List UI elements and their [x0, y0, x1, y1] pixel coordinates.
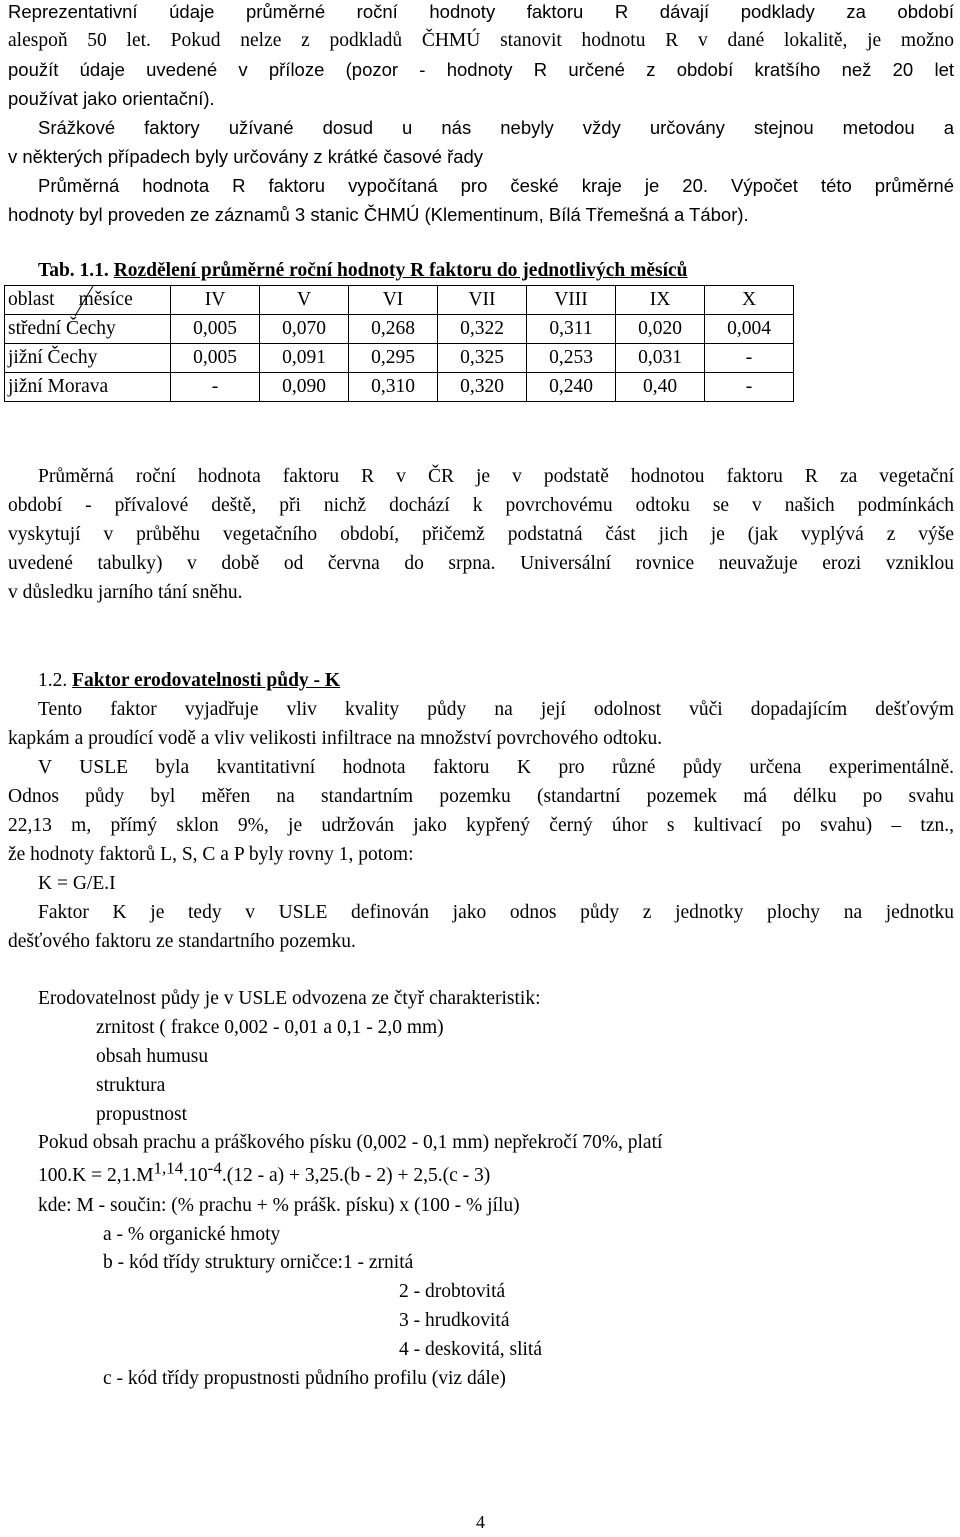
value-cell: 0,031	[616, 344, 705, 373]
value-cell: 0,070	[260, 315, 349, 344]
month-header: IV	[171, 286, 260, 315]
value-cell: 0,310	[349, 373, 438, 402]
where-line: kde: M - součin: (% prachu + % prášk. písku) x (100 - % jílu)	[38, 1195, 520, 1216]
text-line: Tento faktor vyjadřuje vliv kvality půdy na její odolnost vůči dopadajícím dešťovým	[38, 699, 954, 720]
text-line: v některých případech byly určovány z krátké časové řady	[8, 146, 484, 167]
text-line: dešťového faktoru ze standartního pozemku.	[8, 931, 356, 952]
equation-exponent: -4	[207, 1158, 222, 1178]
value-cell: -	[171, 373, 260, 402]
value-cell: 0,322	[438, 315, 527, 344]
section-number: 1.2.	[38, 670, 68, 691]
value-cell: 0,268	[349, 315, 438, 344]
table-row	[5, 315, 794, 344]
text-line: Srážkové faktory užívané dosud u nás nebyly vždy určovány stejnou metodou a	[38, 117, 954, 138]
text-line: období - přívalové deště, při nichž dochází k povrchovému odtoku se v našich podmínkách	[8, 495, 954, 516]
variable-b-def: b - kód třídy struktury orničce:1 - zrnitá	[103, 1252, 414, 1273]
value-cell: 0,311	[527, 315, 616, 344]
table-corner-cell	[5, 286, 171, 315]
value-cell: 0,005	[171, 315, 260, 344]
rain-factor-paragraph	[8, 113, 954, 229]
corner-label-months: měsíce	[78, 289, 133, 310]
value-cell: 0,295	[349, 344, 438, 373]
text-line: V USLE byla kvantitativní hodnota faktoru K pro různé půdy určena experimentálně.	[38, 757, 954, 778]
average-r-paragraph	[8, 462, 954, 607]
text-line: 22,13 m, přímý sklon 9%, je udržován jako kypřený černý úhor s kultivací po svahu) – tzn.,	[8, 815, 954, 836]
value-cell: 0,004	[705, 315, 794, 344]
table-caption-prefix: Tab. 1.1.	[38, 260, 109, 281]
text-line: v důsledku jarního tání sněhu.	[8, 582, 243, 603]
month-header: VII	[438, 286, 527, 315]
k-equation	[38, 1158, 491, 1190]
characteristic-item: zrnitost ( frakce 0,002 - 0,01 a 0,1 - 2,0 mm)	[96, 1017, 444, 1038]
condition-line: Pokud obsah prachu a práškového písku (0,002 - 0,1 mm) nepřekročí 70%, platí	[38, 1132, 663, 1153]
variable-c-def: c - kód třídy propustnosti půdního profilu (viz dále)	[103, 1368, 506, 1389]
text-line: Průměrná roční hodnota faktoru R v ČR je v podstatě hodnotou faktoru R za vegetační	[38, 466, 954, 487]
variable-a-def: a - % organické hmoty	[103, 1224, 281, 1245]
text-line: alespoň 50 let. Pokud nelze z podkladů ČHMÚ stanovit hodnotu R v dané lokalitě, je možno	[8, 30, 954, 51]
table-header-row	[5, 286, 794, 315]
month-header: IX	[616, 286, 705, 315]
intro-paragraph	[8, 0, 954, 113]
k-factor-paragraph	[8, 695, 954, 956]
section-title: Faktor erodovatelnosti půdy - K	[72, 670, 341, 691]
text-line: Reprezentativní údaje průměrné roční hodnoty faktoru R dávají podklady za období	[8, 1, 954, 22]
text-line: kapkám a proudící vodě a vliv velikosti infiltrace na množství povrchového odtoku.	[8, 728, 663, 749]
value-cell: 0,253	[527, 344, 616, 373]
b-option: 4 - deskovitá, slitá	[399, 1339, 542, 1360]
text-line: Faktor K je tedy v USLE definován jako odnos půdy z jednotky plochy na jednotku	[38, 902, 954, 923]
month-header: VIII	[527, 286, 616, 315]
value-cell: -	[705, 373, 794, 402]
month-header: V	[260, 286, 349, 315]
equation-part: .10	[183, 1165, 208, 1186]
table-caption-title: Rozdělení průměrné roční hodnoty R faktoru do jednotlivých měsíců	[113, 260, 688, 281]
page-number: 4	[476, 1512, 485, 1532]
region-cell: jižní Čechy	[5, 344, 171, 373]
text-line: Odnos půdy byl měřen na standartním pozemku (standartní pozemek má délku po svahu	[8, 786, 954, 807]
table-caption	[38, 256, 688, 285]
text-line: uvedené tabulky) v době od června do srpna. Universální rovnice neuvažuje erozi vzniklou	[8, 553, 954, 574]
erodibility-intro: Erodovatelnost půdy je v USLE odvozena ze čtyř charakteristik:	[38, 988, 541, 1009]
value-cell: 0,005	[171, 344, 260, 373]
value-cell: 0,090	[260, 373, 349, 402]
text-line: používat jako orientační).	[8, 88, 215, 109]
text-line: vyskytují v průběhu vegetačního období, přičemž podstatná část jich je (jak vyplývá z výše	[8, 524, 954, 545]
b-option: 2 - drobtovitá	[399, 1281, 506, 1302]
k-formula: K = G/E.I	[38, 873, 116, 894]
characteristic-item: obsah humusu	[96, 1046, 209, 1067]
text-line: Průměrná hodnota R faktoru vypočítaná pro české kraje je 20. Výpočet této průměrné	[38, 175, 954, 196]
equation-part: .(12 - a) + 3,25.(b - 2) + 2,5.(c - 3)	[221, 1165, 491, 1186]
region-cell: jižní Morava	[5, 373, 171, 402]
value-cell: 0,320	[438, 373, 527, 402]
characteristic-item: propustnost	[96, 1104, 188, 1125]
value-cell: 0,40	[616, 373, 705, 402]
text-line: že hodnoty faktorů L, S, C a P byly rovny 1, potom:	[8, 844, 414, 865]
value-cell: -	[705, 344, 794, 373]
section-heading	[38, 666, 340, 695]
value-cell: 0,020	[616, 315, 705, 344]
corner-label-region: oblast	[8, 289, 55, 310]
table-row	[5, 344, 794, 373]
characteristic-item: struktura	[96, 1075, 166, 1096]
text-line: hodnoty byl proveden ze záznamů 3 stanic ČHMÚ (Klementinum, Bílá Třemešná a Tábor).	[8, 204, 749, 225]
value-cell: 0,240	[527, 373, 616, 402]
month-header: VI	[349, 286, 438, 315]
b-option: 3 - hrudkovitá	[399, 1310, 510, 1331]
diagonal-divider	[5, 286, 171, 316]
table-row	[5, 373, 794, 402]
text-line: použít údaje uvedené v příloze (pozor - hodnoty R určené z období kratšího než 20 let	[8, 59, 954, 80]
region-cell: střední Čechy	[5, 315, 171, 344]
value-cell: 0,091	[260, 344, 349, 373]
value-cell: 0,325	[438, 344, 527, 373]
month-header: X	[705, 286, 794, 315]
equation-part: 100.K = 2,1.M	[38, 1165, 154, 1186]
monthly-r-factor-table	[4, 285, 794, 402]
equation-exponent: 1,14	[153, 1158, 184, 1178]
